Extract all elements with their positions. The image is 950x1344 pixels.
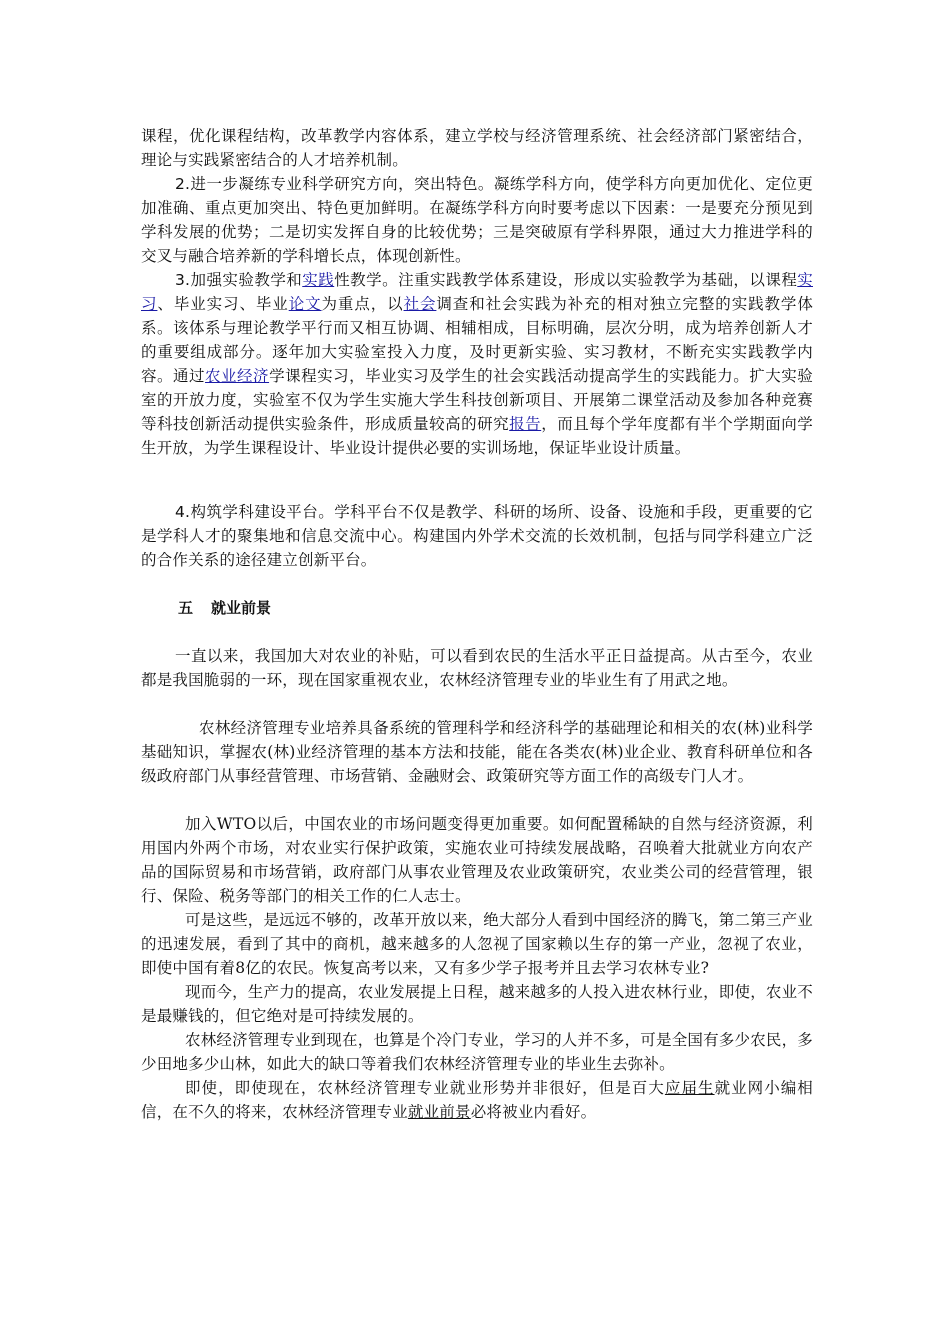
paragraph-curriculum-continuation — [141, 124, 813, 172]
paragraph-employment-wto — [141, 812, 813, 908]
paragraph-text: 加入WTO以后，中国农业的市场问题变得更加重要。如何配置稀缺的自然与经济资源，利用国内外两个市场，对农业实行保护政策，实施农业可持续发展战略，召唤着大批就业方向农产品的国际贸易和市场营销，政府部门从事农业管理及农业政策研究，农业类公司的经营管理，银行、保险、税务等部门的相关工作的仁人志士。 — [141, 815, 813, 905]
paragraph-text: 调查和社会实践为补充的相对独立完整的实践教学体系。该体系与理论教学平行而又相互协调、相辅相成，目标明确，层次分明，成为培养创新人才的重要组成部分。逐年加大实验室投入力度，及时更新实验、实习教材，不断充实实践教学内容。通过 — [141, 295, 814, 385]
item-number: 3. — [175, 271, 191, 289]
link-internship[interactable]: 实习 — [141, 271, 813, 313]
paragraph-item-3 — [141, 268, 813, 460]
paragraph-text: 、毕业实习、毕业 — [157, 295, 289, 313]
paragraph-text: 课程，优化课程结构，改革教学内容体系，建立学校与经济管理系统、社会经济部门紧密结合，理论与实践紧密结合的人才培养机制。 — [141, 127, 813, 169]
section-heading — [178, 596, 271, 620]
link-report[interactable]: 报告 — [509, 415, 542, 433]
paragraph-employment-outlook — [141, 1076, 813, 1124]
item-number: 2. — [175, 175, 191, 193]
paragraph-text: 构筑学科建设平台。学科平台不仅是教学、科研的场所、设备、设施和手段，更重要的它是学科人才的聚集地和信息交流中心。构建国内外学术交流的长效机制，包括与同学科建立广泛的合作关系的途径建立创新平台。 — [141, 503, 813, 569]
paragraph-text: 一直以来，我国加大对农业的补贴，可以看到农民的生活水平正日益提高。从古至今，农业都是我国脆弱的一环，现在国家重视农业，农林经济管理专业的毕业生有了用武之地。 — [141, 647, 813, 689]
paragraph-text: 为重点，以 — [321, 295, 404, 313]
link-society[interactable]: 社会 — [403, 295, 437, 313]
paragraph-text: 必将被业内看好。 — [470, 1103, 597, 1121]
paragraph-employment-intro — [141, 644, 813, 692]
paragraph-text: 农林经济管理专业到现在，也算是个冷门专业，学习的人并不多，可是全国有多少农民，多少田地多少山林，如此大的缺口等着我们农林经济管理专业的毕业生去弥补。 — [141, 1031, 814, 1073]
underlined-employment-prospects: 就业前景 — [407, 1103, 471, 1121]
section-title: 就业前景 — [211, 599, 272, 617]
paragraph-text: 进一步凝练专业科学研究方向，突出特色。凝练学科方向，使学科方向更加优化、定位更加准确、重点更加突出、特色更加鲜明。在凝练学科方向时要考虑以下因素：一是要充分预见到学科发展的优势；二是切实发挥自身的比较优势；三是突破原有学科界限，通过大力推进学科的交叉与融合培养新的学科增长点，体现创新性。 — [141, 175, 813, 265]
link-practice[interactable]: 实践 — [302, 271, 335, 289]
paragraph-employment-productivity — [141, 980, 813, 1028]
paragraph-item-2 — [141, 172, 813, 268]
paragraph-text: 可是这些，是远远不够的，改革开放以来，绝大部分人看到中国经济的腾飞，第二第三产业的迅速发展，看到了其中的商机，越来越多的人忽视了国家赖以生存的第一产业，忽视了农业，即使中国有着8亿的农民。恢复高考以来，又有多少学子报考并且去学习农林专业? — [141, 911, 814, 977]
paragraph-text: 加强实验教学和 — [190, 271, 303, 289]
paragraph-text: 现而今，生产力的提高，农业发展提上日程，越来越多的人投入进农林行业，即使，农业不是最赚钱的，但它绝对是可持续发展的。 — [141, 983, 814, 1025]
link-agricultural-economics[interactable]: 农业经济 — [205, 367, 270, 385]
paragraph-text: 即使，即使现在，农林经济管理专业就业形势并非很好，但是百大 — [185, 1079, 665, 1097]
item-number: 4. — [175, 503, 191, 521]
section-number: 五 — [178, 599, 194, 617]
underlined-graduates: 应届生 — [664, 1079, 715, 1097]
paragraph-text: ，而且每个学年度都有半个学期面向学生开放，为学生课程设计、毕业设计提供必要的实训场地，保证毕业设计质量。 — [141, 415, 813, 457]
link-thesis[interactable]: 论文 — [288, 295, 322, 313]
paragraph-text: 农林经济管理专业培养具备系统的管理科学和经济科学的基础理论和相关的农(林)业科学基础知识，掌握农(林)业经济管理的基本方法和技能，能在各类农(林)业企业、教育科研单位和各级政府部门从事经营管理、市场营销、金融财会、政策研究等方面工作的高级专门人才。 — [141, 719, 813, 785]
paragraph-text: 学课程实习，毕业实习及学生的社会实践活动提高学生的实践能力。扩大实验室的开放力度，实验室不仅为学生实施大学生科技创新项目、开展第二课堂活动及参加各种竞赛等科技创新活动提供实验条件，形成质量较高的研究 — [141, 367, 813, 433]
paragraph-text: 性教学。注重实践教学体系建设，形成以实验教学为基础，以课程 — [334, 271, 798, 289]
paragraph-text: 就业网小编相信，在不久的将来，农林经济管理专业 — [141, 1079, 814, 1121]
paragraph-employment-neglect — [141, 908, 813, 980]
paragraph-item-4 — [141, 500, 813, 572]
paragraph-employment-training — [141, 716, 813, 788]
paragraph-employment-gap — [141, 1028, 813, 1076]
